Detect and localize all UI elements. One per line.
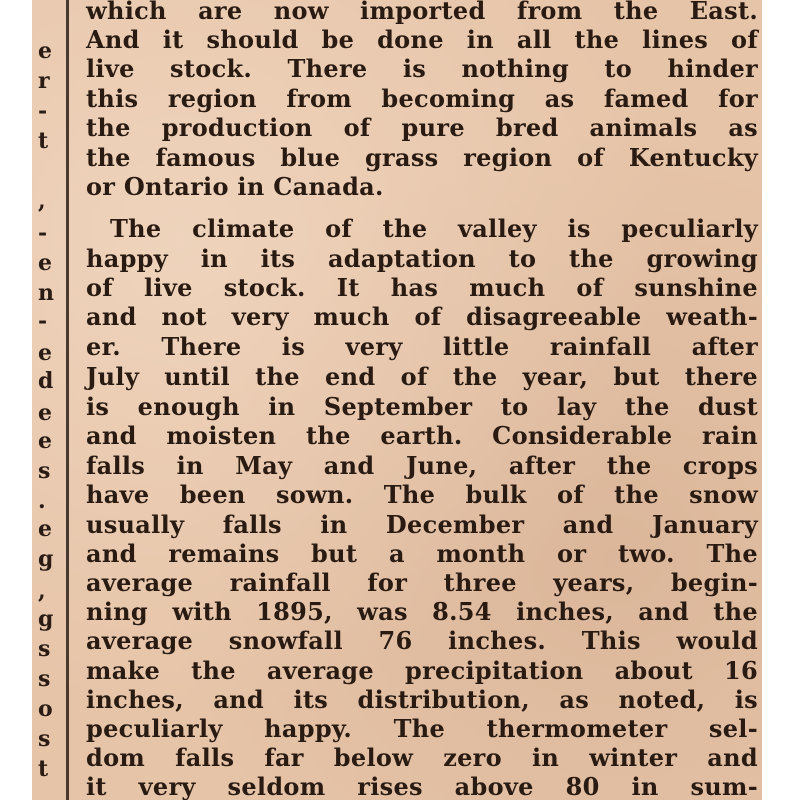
column-divider-rule [66,0,69,800]
text-line: and moisten the earth. Considerable rain [86,421,758,450]
text-line: happy in its adaptation to the growing [86,244,758,273]
column-fragment: s [38,458,51,484]
column-fragment: g [38,606,54,632]
text-line: July until the end of the year, but there [86,362,758,391]
text-line: average rainfall for three years, begin- [86,568,758,597]
text-line: this region from becoming as famed for [86,84,758,113]
article-column [86,0,758,800]
text-line: falls in May and June, after the crops [86,451,758,480]
text-line: ning with 1895, was 8.54 inches, and the [86,597,758,626]
column-fragment: e [38,250,52,276]
text-line: make the average precipitation about 16 [86,656,758,685]
column-fragment: - [38,220,48,246]
text-line: the production of pure bred animals as [86,113,758,142]
newspaper-clipping [32,0,762,800]
column-fragment: g [38,546,54,572]
column-fragment: - [38,98,48,124]
column-fragment: e [38,340,52,366]
column-fragment: s [38,726,51,752]
column-fragment: , [38,188,46,214]
column-fragment: . [38,488,46,514]
text-line: which are now imported from the East. [86,0,758,25]
column-fragment: t [38,756,49,782]
column-fragment: s [38,636,51,662]
text-line: is enough in September to lay the dust [86,392,758,421]
column-fragment: o [38,696,53,722]
column-fragment: e [38,516,52,542]
text-line: And it should be done in all the lines of [86,25,758,54]
text-line: usually falls in December and January [86,510,758,539]
text-line: and not very much of disagreeable weath- [86,302,758,331]
column-fragment: t [38,128,49,154]
column-fragment: - [38,308,48,334]
text-line: peculiarly happy. The thermometer sel- [86,714,758,743]
column-fragment: , [38,578,46,604]
text-line: inches, and its distribution, as noted, is [86,685,758,714]
column-fragment: r [38,68,50,94]
text-line: the famous blue grass region of Kentucky [86,143,758,172]
text-line: er. There is very little rainfall after [86,332,758,361]
column-fragment: n [38,280,54,306]
text-line: or Ontario in Canada. [86,172,384,201]
text-line: have been sown. The bulk of the snow [86,480,758,509]
column-fragment: s [38,666,51,692]
text-line: and remains but a month or two. The [86,539,758,568]
text-line: live stock. There is nothing to hinder [86,54,758,83]
text-line: of live stock. It has much of sunshine [86,273,758,302]
left-column-fragments [32,0,66,800]
column-fragment: d [38,368,54,394]
text-line: it very seldom rises above 80 in sum- [86,772,758,800]
paragraph-first-line: The climate of the valley is peculiarly [110,214,758,243]
column-fragment: e [38,428,52,454]
column-fragment: e [38,400,52,426]
text-line: average snowfall 76 inches. This would [86,626,758,655]
text-line: dom falls far below zero in winter and [86,743,758,772]
column-fragment: e [38,38,52,64]
